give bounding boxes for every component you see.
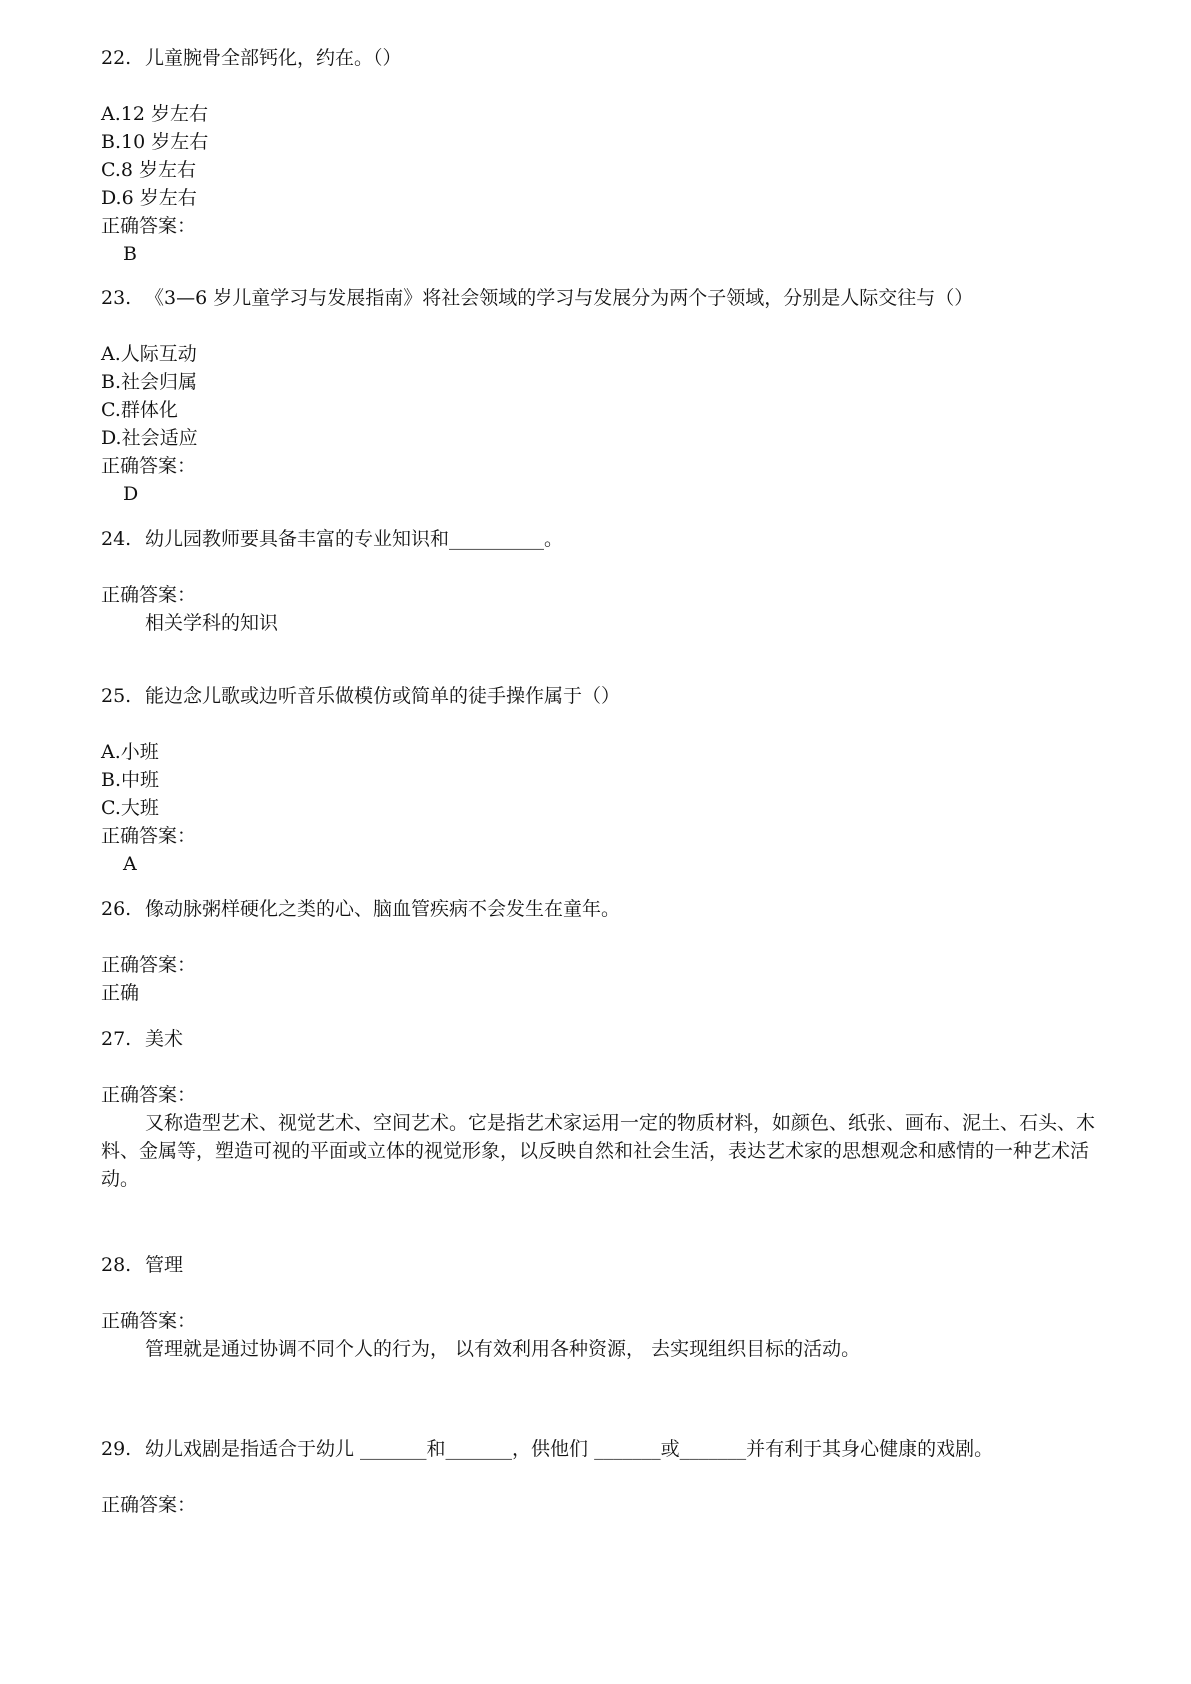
answer-label: 正确答案： [101,825,197,847]
question-stem [101,525,563,553]
question-27 [101,1025,1101,1193]
question-number: 22. [101,47,132,69]
question-text: 幼儿戏剧是指适合于幼儿 _______和_______，供他们 _______或_______并有利于其身心健康的戏剧。 [145,1438,994,1460]
option-b: B.10 岁左右 [101,131,209,153]
question-text: 《3—6 岁儿童学习与发展指南》将社会领域的学习与发展分为两个子领域，分别是人际交往与（） [145,287,974,309]
question-text: 管理 [145,1254,184,1276]
question-29 [101,1435,993,1519]
answer-label: 正确答案： [101,584,197,606]
question-stem [101,44,402,72]
answer-label: 正确答案： [101,1494,197,1516]
answer-label: 正确答案： [101,954,197,976]
question-24 [101,525,563,637]
question-stem [101,682,620,710]
answer-label: 正确答案： [101,455,197,477]
question-26 [101,895,620,1007]
option-b: B.中班 [101,769,160,791]
option-a: A.12 岁左右 [101,103,208,125]
question-stem [101,284,973,312]
option-a: A.人际互动 [101,343,197,365]
question-stem [101,895,620,923]
question-number: 27. [101,1028,132,1050]
question-number: 26. [101,898,132,920]
question-text: 能边念儿歌或边听音乐做模仿或简单的徒手操作属于（） [145,685,621,707]
question-stem [101,1251,860,1279]
answer-value: D [123,483,139,505]
question-28 [101,1251,860,1363]
question-22 [101,44,402,268]
option-c: C.群体化 [101,399,178,421]
answer-label: 正确答案： [101,215,197,237]
option-d: D.社会适应 [101,427,198,449]
question-23 [101,284,973,508]
option-b: B.社会归属 [101,371,198,393]
question-text: 美术 [145,1028,184,1050]
question-number: 24. [101,528,132,550]
answer-value: 相关学科的知识 [145,612,279,634]
answer-label: 正确答案： [101,1084,197,1106]
answer-value: 管理就是通过协调不同个人的行为， 以有效利用各种资源， 去实现组织目标的活动。 [145,1338,861,1360]
answer-value: 正确 [101,982,140,1004]
option-d: D.6 岁左右 [101,187,197,209]
answer-value: B [123,243,137,265]
question-text: 儿童腕骨全部钙化，约在。（） [145,47,402,69]
question-25 [101,682,620,878]
question-number: 23. [101,287,132,309]
answer-value: 又称造型艺术、视觉艺术、空间艺术。它是指艺术家运用一定的物质材料，如颜色、纸张、画布、泥土、石头、木料、金属等，塑造可视的平面或立体的视觉形象，以反映自然和社会生活，表达艺术家的思想观念和感情的一种艺术活动。 [101,1112,1096,1190]
question-text: 像动脉粥样硬化之类的心、脑血管疾病不会发生在童年。 [145,898,621,920]
option-c: C.大班 [101,797,159,819]
question-number: 25. [101,685,132,707]
answer-value: A [123,853,137,875]
option-list [101,738,620,822]
question-stem [101,1025,1101,1053]
question-stem [101,1435,993,1463]
answer-label: 正确答案： [101,1310,197,1332]
option-c: C.8 岁左右 [101,159,197,181]
option-list [101,100,402,212]
question-text: 幼儿园教师要具备丰富的专业知识和__________。 [145,528,564,550]
question-number: 29. [101,1438,132,1460]
question-number: 28. [101,1254,132,1276]
option-list [101,340,973,452]
option-a: A.小班 [101,741,159,763]
